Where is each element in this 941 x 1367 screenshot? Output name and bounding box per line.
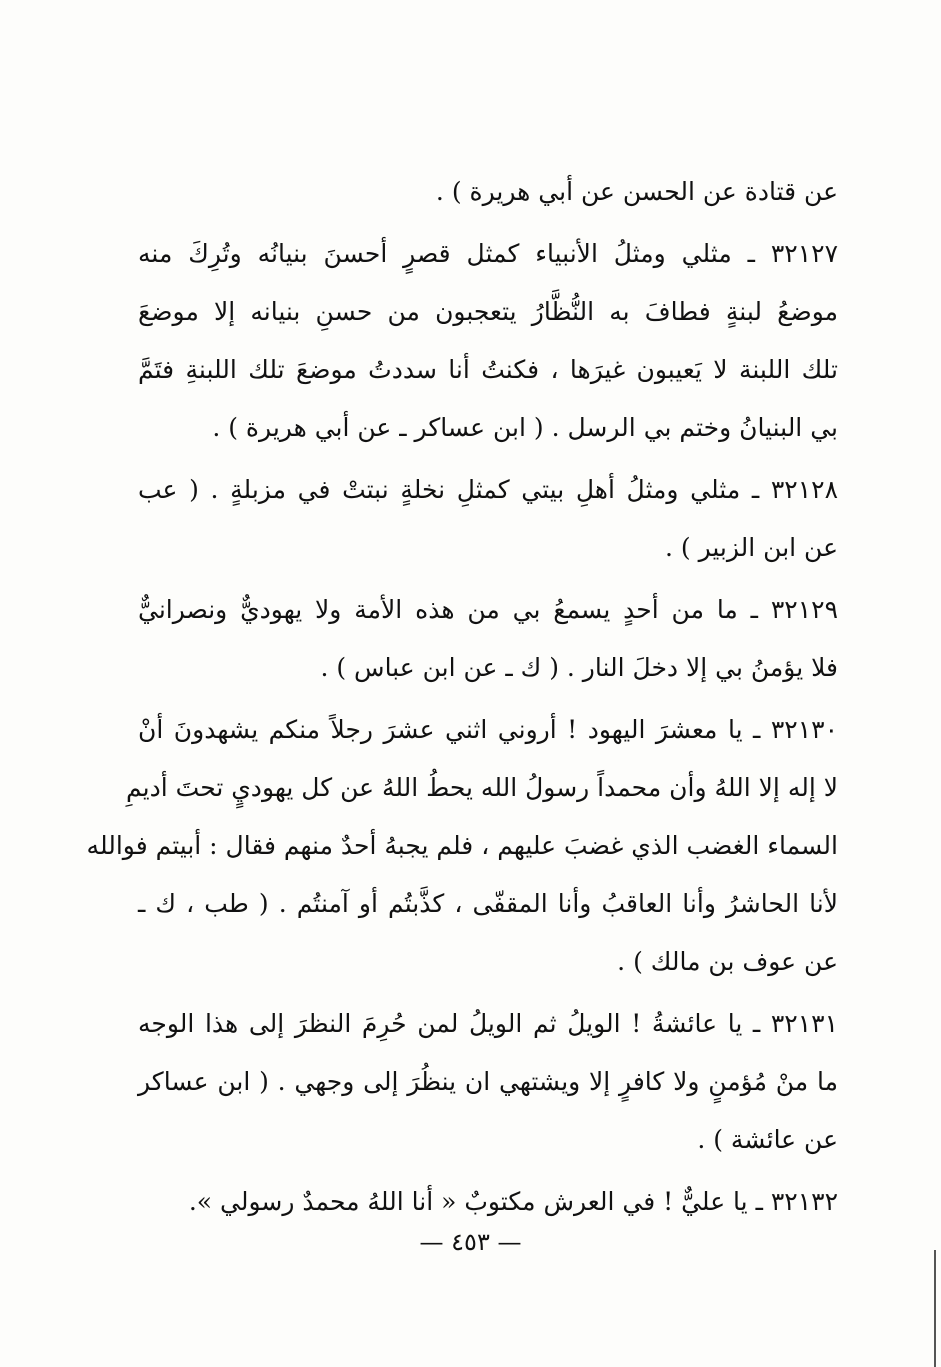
text-line: ٣٢١٢٩ ـ ما من أحدٍ يسمعُ بي من هذه الأمة ولا يهوديٌّ ونصرانيٌّ: [138, 595, 838, 624]
text-line: ٣٢١٣١ ـ يا عائشةُ ! الويلُ ثم الويلُ لمن حُرِمَ النظرَ إلى هذا الوجه: [138, 1009, 838, 1038]
text-line: بي البنيانُ وختم بي الرسل . ( ابن عساكر ـ عن أبي هريرة ) .: [212, 413, 838, 442]
text-line: ما منْ مُؤمنٍ ولا كافرٍ إلا ويشتهي ان ينظُرَ إلى وجهي . ( ابن عساكر: [138, 1067, 838, 1096]
text-line: عن عائشة ) .: [697, 1125, 838, 1154]
text-line: موضعُ لبنةٍ فطافَ به النُّظَّارُ يتعجبون من حسنِ بنيانه إلا موضعَ: [138, 297, 838, 326]
text-line: تلك اللبنة لا يَعيبون غيرَها ، فكنتُ أنا سددتُ موضعَ تلك اللبنةِ فتَمَّ: [138, 355, 838, 384]
scan-edge-line: [934, 1250, 936, 1367]
text-line: فلا يؤمنُ بي إلا دخلَ النار . ( ك ـ عن ابن عباس ) .: [320, 653, 838, 682]
text-line: عن عوف بن مالك ) .: [617, 947, 838, 976]
text-line: السماء الغضب الذي غضبَ عليهم ، فلم يجبهُ أحدٌ منهم فقال : أبيتم فوالله: [86, 831, 838, 860]
text-line: ٣٢١٢٧ ـ مثلي ومثلُ الأنبياء كمثل قصرٍ أحسنَ بنيانُه وتُرِكَ منه: [138, 239, 838, 268]
text-line: ٣٢١٢٨ ـ مثلي ومثلُ أهلِ بيتي كمثلِ نخلةٍ نبتتْ في مزبلةٍ . ( عب: [138, 475, 838, 504]
text-line: ٣٢١٣٢ ـ يا عليٌّ ! في العرش مكتوبٌ « أنا اللهُ محمدٌ رسولي ».: [188, 1187, 838, 1216]
text-line: عن ابن الزبير ) .: [664, 533, 838, 562]
text-line: لا إله إلا اللهُ وأن محمداً رسولُ الله يحطُ اللهُ عن كل يهوديٍ تحتَ أديمِ: [126, 773, 838, 802]
text-body: [86, 163, 838, 1231]
page-number: — ٤٥٣ —: [419, 1228, 522, 1256]
text-line: ٣٢١٣٠ ـ يا معشرَ اليهود ! أروني اثني عشرَ رجلاً منكم يشهدونَ أنْ: [138, 715, 838, 744]
text-line: عن قتادة عن الحسن عن أبي هريرة ) .: [435, 177, 838, 206]
text-line: لأنا الحاشرُ وأنا العاقبُ وأنا المقفّى ، كذَّبتُم أو آمنتُم . ( طب ، ك ـ: [138, 889, 838, 918]
